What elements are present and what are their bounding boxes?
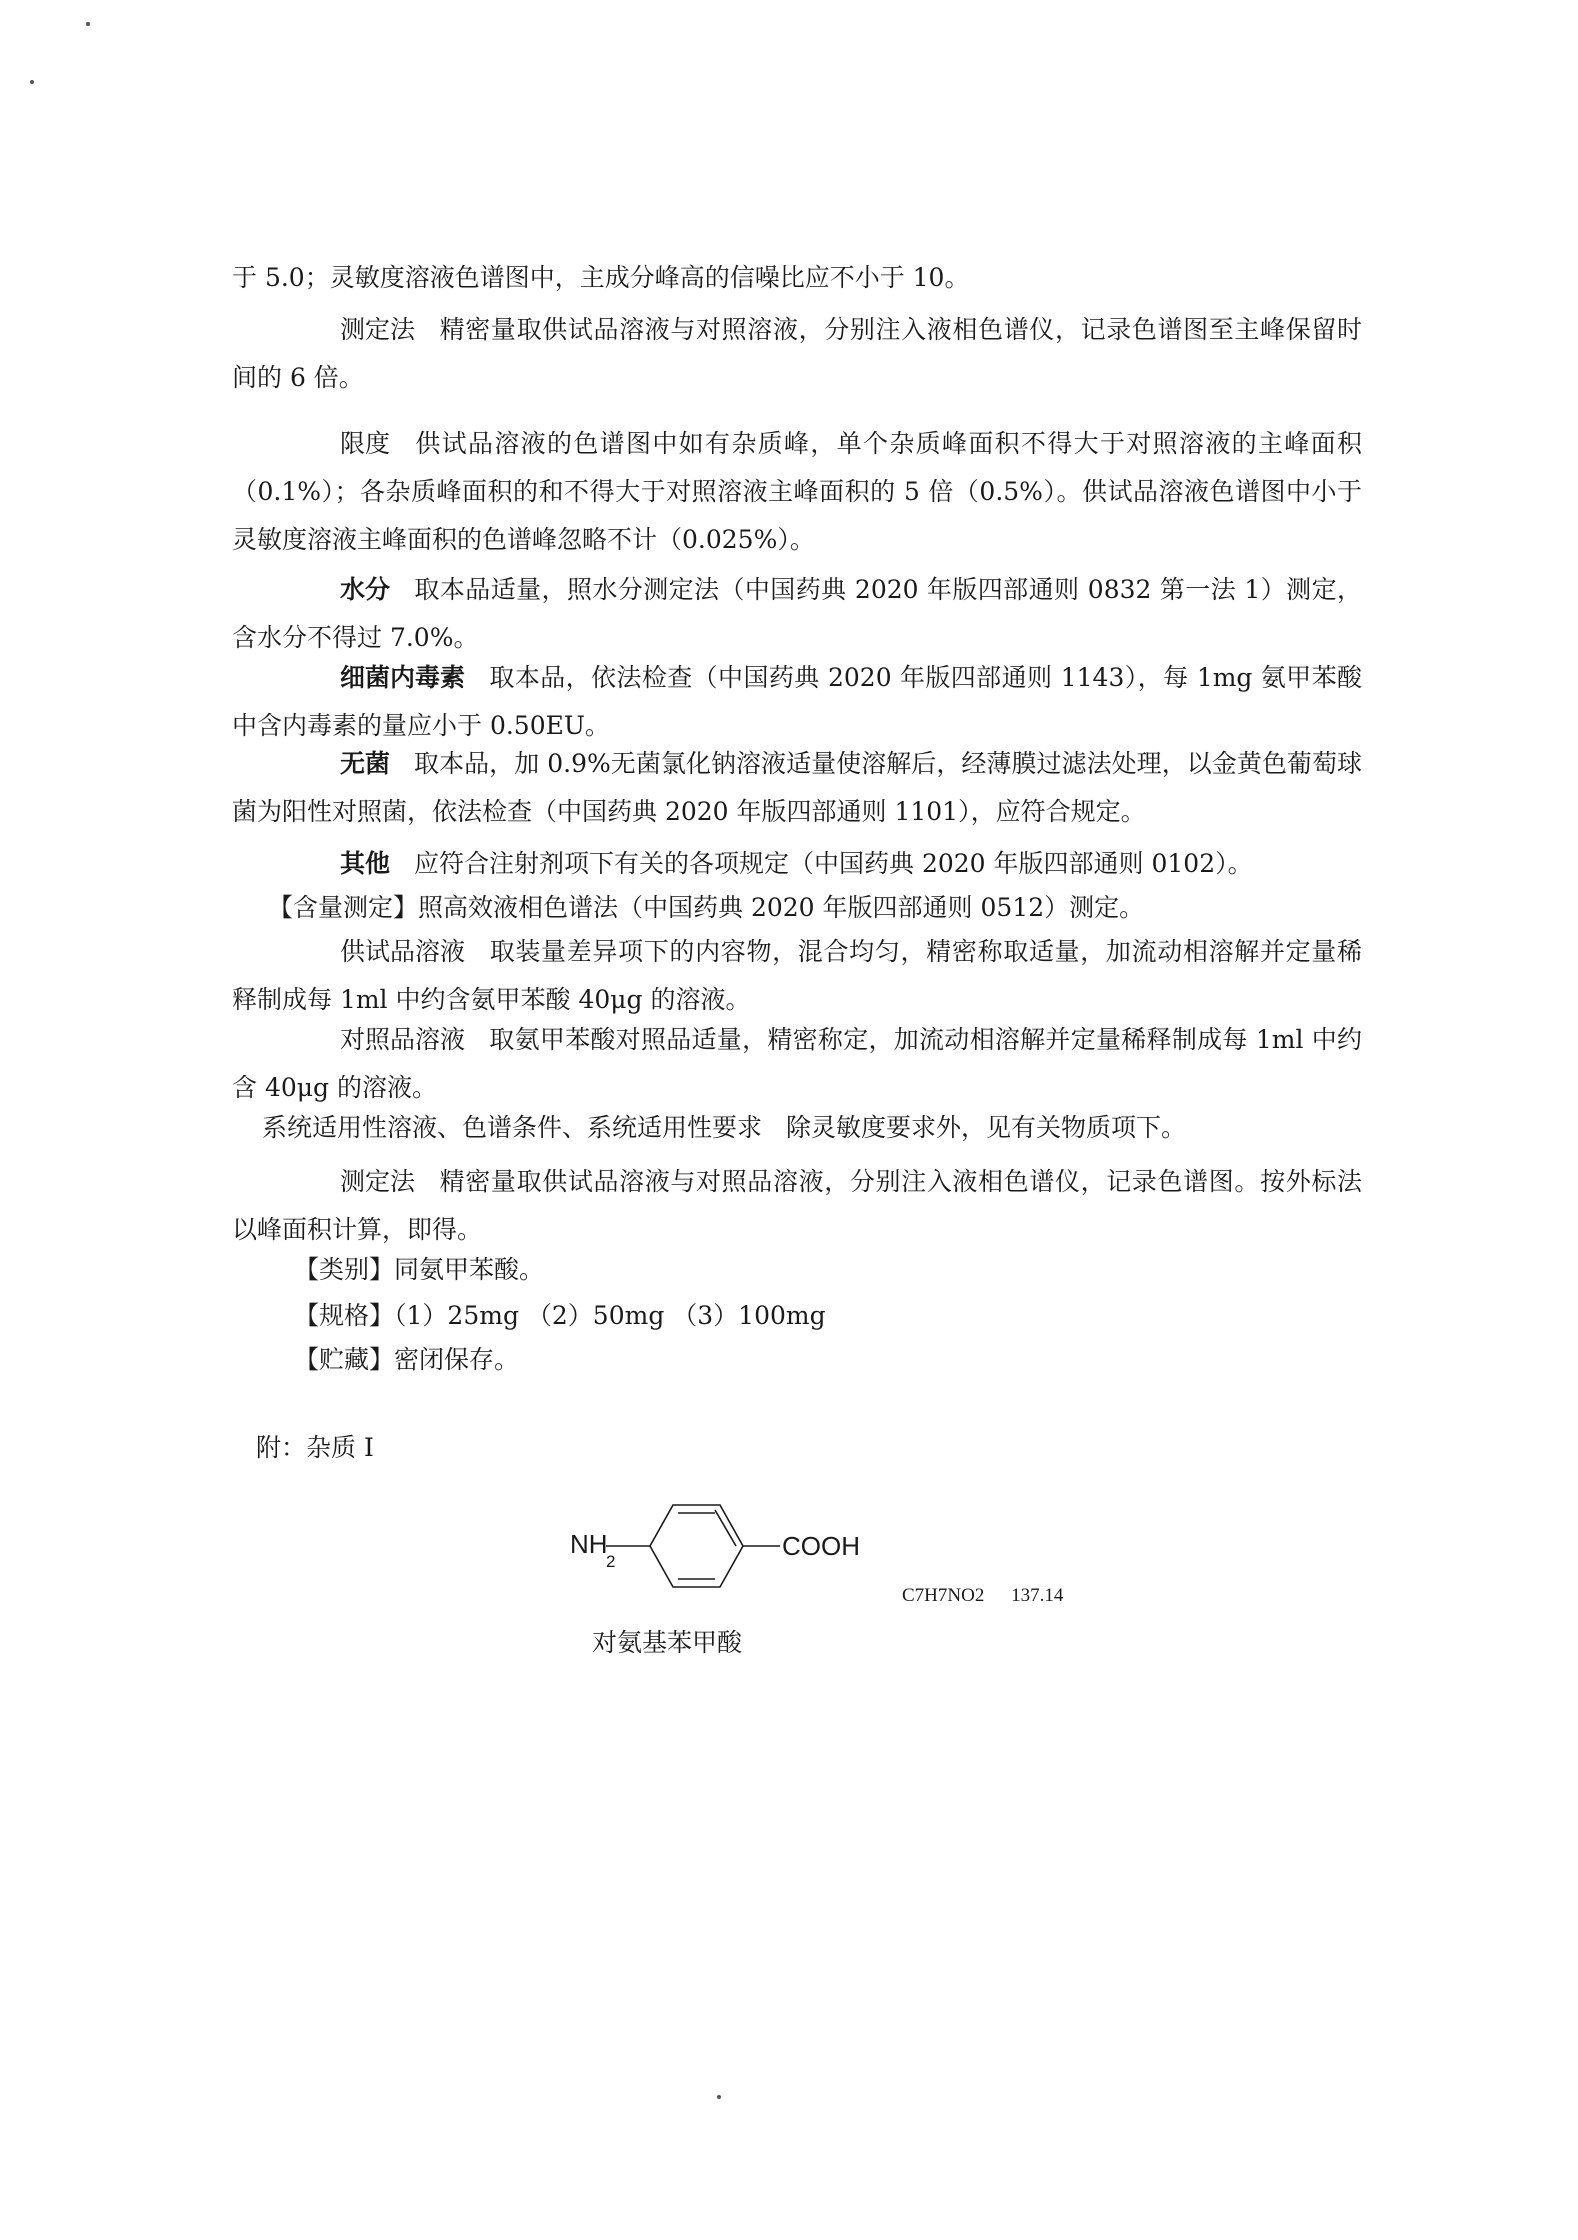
paragraph-heading: 【贮藏】 <box>294 1345 395 1374</box>
paragraph-body: 除灵敏度要求外，见有关物质项下。 <box>786 1113 1187 1142</box>
molecular-formula <box>902 1585 1063 1607</box>
paragraph-body: 取氨甲苯酸对照品适量，精密称定，加流动相溶解并定量稀释制成每 1ml 中约含 40μg 的溶液。 <box>232 1025 1362 1102</box>
scan-speck <box>30 80 34 84</box>
paragraph-heading: 测定法 <box>340 315 416 344</box>
paragraph-body: 密闭保存。 <box>394 1345 520 1374</box>
paragraph-body: 同氨甲苯酸。 <box>394 1255 545 1284</box>
paragraph-category <box>232 1246 1362 1294</box>
amino-subscript: 2 <box>606 1552 616 1571</box>
paragraph-heading: 其他 <box>340 849 391 878</box>
chemical-structure <box>570 1480 910 1600</box>
paragraph-heading: 供试品溶液 <box>340 937 466 966</box>
paragraph-continuation <box>232 254 1362 302</box>
appendix-label: 附：杂质 I <box>256 1433 374 1462</box>
amino-group-label: NH <box>570 1529 608 1559</box>
paragraph-body: 取本品适量，照水分测定法（中国药典 2020 年版四部通则 0832 第一法 1）测定，含水分不得过 7.0%。 <box>232 575 1362 652</box>
paragraph-system-suitability <box>232 1104 1362 1152</box>
paragraph-limit <box>232 420 1362 564</box>
paragraph-body: 取本品，加 0.9%无菌氯化钠溶液适量使溶解后，经薄膜过滤法处理，以金黄色葡萄球菌为阳性对照菌，依法检查（中国药典 2020 年版四部通则 1101），应符合规定。 <box>232 749 1362 826</box>
paragraph-body: 供试品溶液的色谱图中如有杂质峰，单个杂质峰面积不得大于对照溶液的主峰面积（0.1%）；各杂质峰面积的和不得大于对照溶液主峰面积的 5 倍（0.5%）。供试品溶液色谱图中小于灵敏度溶液主峰面积的色谱峰忽略不计（0.025%）。 <box>232 429 1362 554</box>
paragraph-test-solution <box>232 928 1362 1024</box>
paragraph-heading: 限度 <box>340 429 391 458</box>
paragraph-heading: 测定法 <box>340 1167 416 1196</box>
paragraph-heading: 【规格】 <box>294 1301 395 1330</box>
benzene-ring <box>650 1505 743 1587</box>
paragraph-heading: 系统适用性溶液、色谱条件、系统适用性要求 <box>262 1113 763 1142</box>
carboxyl-group-label: COOH <box>782 1531 860 1561</box>
paragraph-body: 精密量取供试品溶液与对照品溶液，分别注入液相色谱仪，记录色谱图。按外标法以峰面积计算，即得。 <box>232 1167 1362 1244</box>
paragraph-heading: 对照品溶液 <box>340 1025 466 1054</box>
paragraph-reference-solution <box>232 1016 1362 1112</box>
paragraph-body: 取本品，依法检查（中国药典 2020 年版四部通则 1143），每 1mg 氨甲苯酸中含内毒素的量应小于 0.50EU。 <box>232 663 1362 740</box>
paragraph-heading: 水分 <box>340 575 391 604</box>
formula-text: C7H7NO2 <box>902 1585 985 1606</box>
paragraph-water <box>232 566 1362 662</box>
paragraph-other <box>232 840 1362 888</box>
paragraph-heading: 【类别】 <box>294 1255 395 1284</box>
paragraph-heading: 无菌 <box>340 749 391 778</box>
compound-name: 对氨基苯甲酸 <box>592 1628 743 1657</box>
paragraph-strength <box>232 1292 1362 1340</box>
scan-speck <box>717 2095 721 2099</box>
paragraph-body: （1）25mg （2）50mg （3）100mg <box>394 1301 826 1330</box>
paragraph-heading: 细菌内毒素 <box>340 663 466 692</box>
paragraph-body: 精密量取供试品溶液与对照溶液，分别注入液相色谱仪，记录色谱图至主峰保留时间的 6 倍。 <box>232 315 1362 392</box>
paragraph-body: 照高效液相色谱法（中国药典 2020 年版四部通则 0512）测定。 <box>418 893 1145 922</box>
scan-speck <box>86 22 90 26</box>
paragraph-body: 取装量差异项下的内容物，混合均匀，精密称取适量，加流动相溶解并定量稀释制成每 1ml 中约含氨甲苯酸 40μg 的溶液。 <box>232 937 1362 1014</box>
paragraph-assay <box>232 884 1362 932</box>
paragraph-storage <box>232 1336 1362 1384</box>
molecular-weight: 137.14 <box>1011 1585 1064 1606</box>
paragraph-sterility <box>232 740 1362 836</box>
paragraph-body: 于 5.0；灵敏度溶液色谱图中，主成分峰高的信噪比应不小于 10。 <box>232 263 970 292</box>
paragraph-assay-method <box>232 1158 1362 1254</box>
paragraph-body: 应符合注射剂项下有关的各项规定（中国药典 2020 年版四部通则 0102）。 <box>414 849 1253 878</box>
paragraph-heading: 【含量测定】 <box>268 893 419 922</box>
paragraph-endotoxin <box>232 654 1362 750</box>
paragraph-method <box>232 306 1362 402</box>
